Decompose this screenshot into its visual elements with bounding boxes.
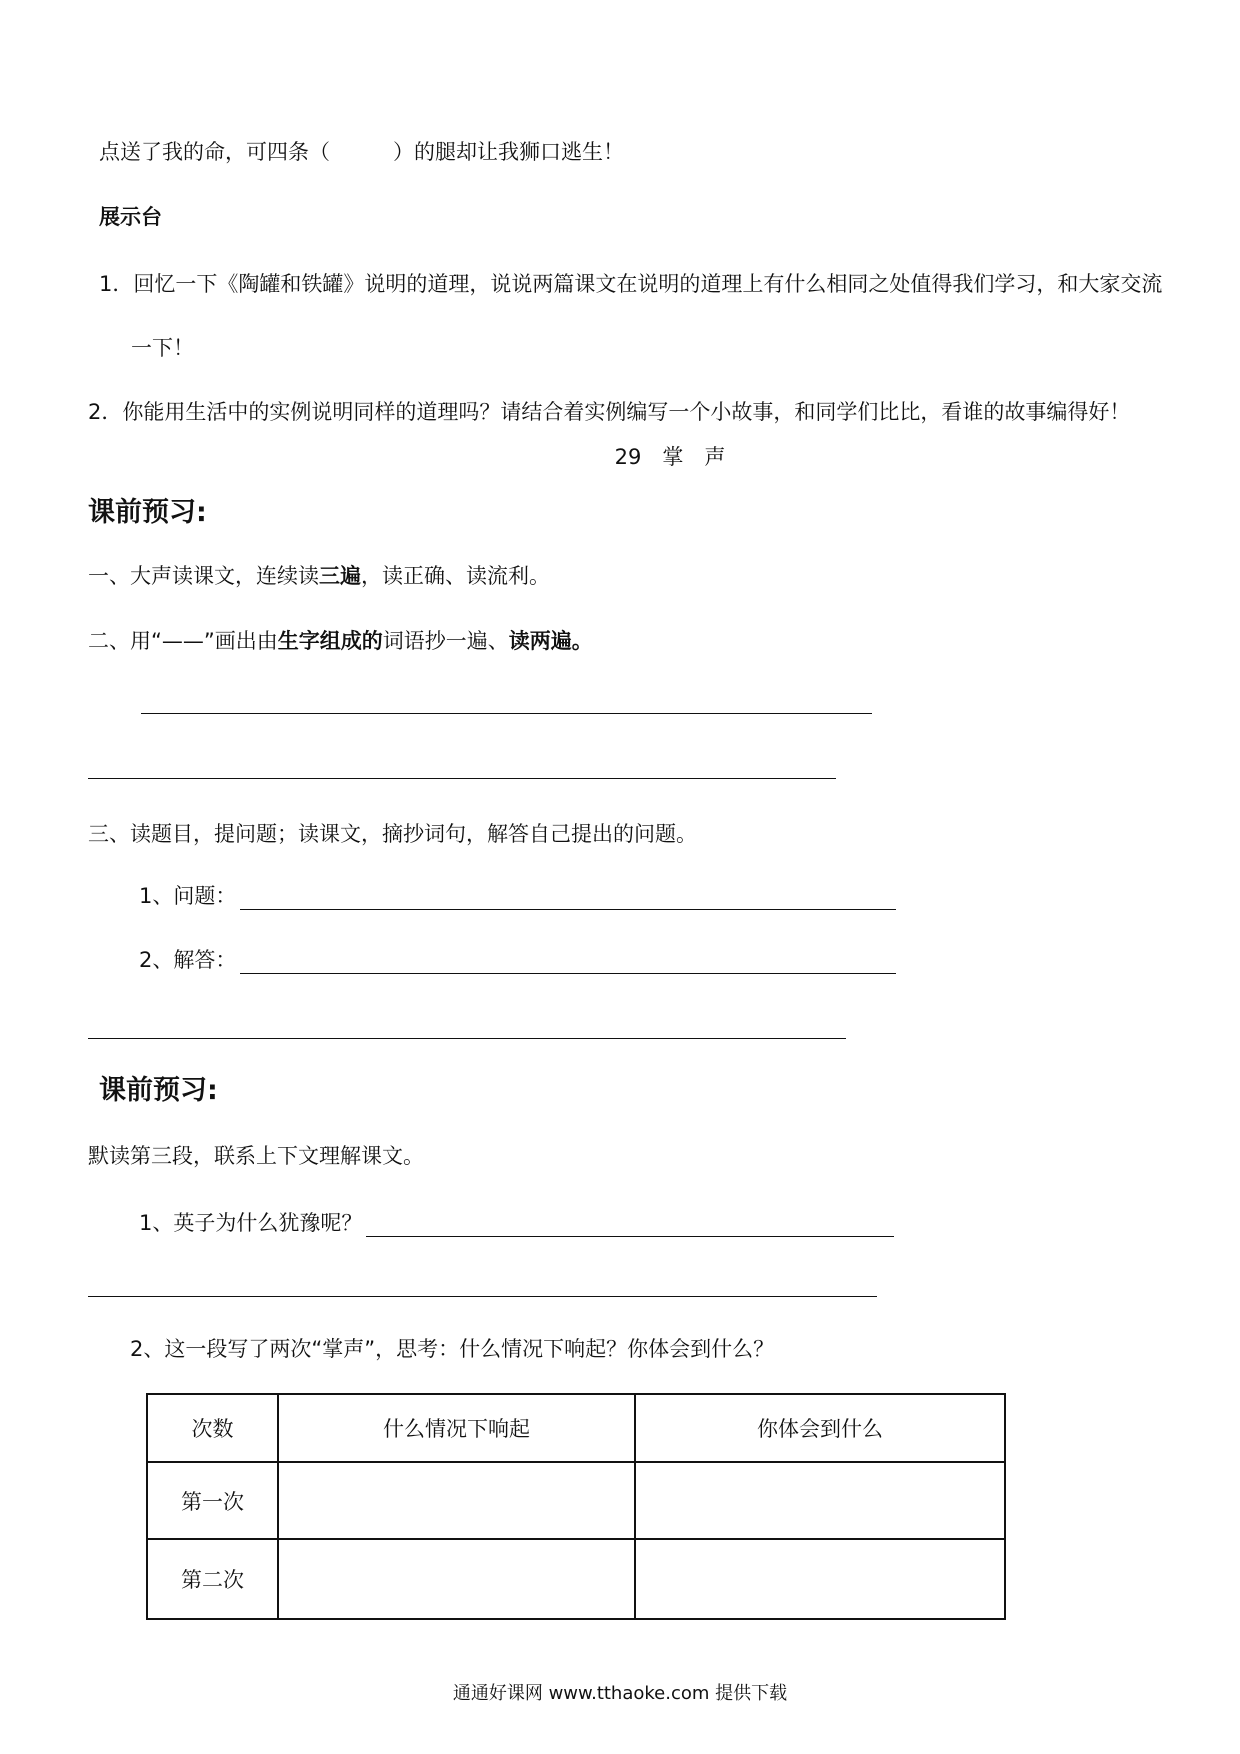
question-row: [139, 882, 896, 910]
answer-line: [366, 1214, 894, 1237]
showcase-item-1-continued: 一下！: [131, 336, 194, 360]
continuation-text-before: 点送了我的命，可四条（: [99, 140, 330, 164]
text-segment: ，读正确、读流利。: [361, 564, 550, 588]
answer-label: 2、解答：: [139, 948, 237, 972]
row-label: 第二次: [147, 1539, 278, 1619]
item-number: 2．: [88, 400, 123, 424]
table-header-cell: 次数: [147, 1394, 278, 1462]
lesson-title: 29 掌 声: [614, 445, 726, 469]
table-header-cell: 你体会到什么: [635, 1394, 1005, 1462]
emphasis-text: 三遍: [319, 564, 361, 588]
blank-gap: [330, 140, 393, 164]
preview-item-2: [88, 627, 593, 655]
question-text: 1、英子为什么犹豫呢？: [139, 1211, 363, 1235]
text-segment: 二、用“——”画出由: [88, 629, 278, 653]
preview-item-3: 三、读题目，提问题；读课文，摘抄词句，解答自己提出的问题。: [88, 822, 697, 846]
preview-item-1: [88, 562, 550, 590]
emphasis-text: 生字组成的: [277, 629, 383, 653]
table-row: [147, 1539, 1005, 1619]
answer-line: [240, 887, 896, 910]
showcase-item-1: [99, 270, 1162, 298]
continuation-text-after: ）的腿却让我狮口逃生！: [393, 140, 624, 164]
footer-note: 通通好课网 www.tthaoke.com 提供下载: [452, 1683, 788, 1704]
text-segment: 一、大声读课文，连续读: [88, 564, 319, 588]
showcase-heading: 展示台: [99, 205, 162, 229]
question-label: 1、问题：: [139, 884, 237, 908]
row-label: 第一次: [147, 1462, 278, 1539]
answer-line: [88, 1038, 846, 1039]
answer-line: [240, 951, 896, 974]
answer-line: [88, 1296, 877, 1297]
item-text: 回忆一下《陶罐和铁罐》说明的道理，说说两篇课文在说明的道理上有什么相同之处值得我们学习，和大家交流: [133, 272, 1163, 296]
question-row-1: [139, 1209, 894, 1237]
answer-line: [88, 778, 836, 779]
preview-intro: 默读第三段，联系上下文理解课文。: [88, 1144, 424, 1168]
table-header-cell: 什么情况下响起: [278, 1394, 635, 1462]
table-header-row: [147, 1394, 1005, 1462]
table-cell: [278, 1462, 635, 1539]
table-cell: [635, 1462, 1005, 1539]
showcase-item-2: [88, 398, 1130, 426]
text-segment: 词语抄一遍、: [382, 629, 509, 653]
table-cell: [278, 1539, 635, 1619]
answer-table: [146, 1393, 1006, 1620]
question-row-2: 2、这一段写了两次“掌声”，思考：什么情况下响起？你体会到什么？: [130, 1337, 775, 1361]
item-number: 1．: [99, 272, 134, 296]
preview-heading: 课前预习:: [88, 497, 207, 528]
answer-line: [141, 713, 872, 714]
emphasis-text: 读两遍。: [508, 629, 593, 653]
preview-heading-2: 课前预习:: [99, 1075, 218, 1106]
item-text: 你能用生活中的实例说明同样的道理吗？请结合着实例编写一个小故事，和同学们比比，看谁的故事编得好！: [122, 400, 1131, 424]
table-cell: [635, 1539, 1005, 1619]
table-row: [147, 1462, 1005, 1539]
answer-row: [139, 946, 896, 974]
continuation-line: [99, 138, 624, 166]
